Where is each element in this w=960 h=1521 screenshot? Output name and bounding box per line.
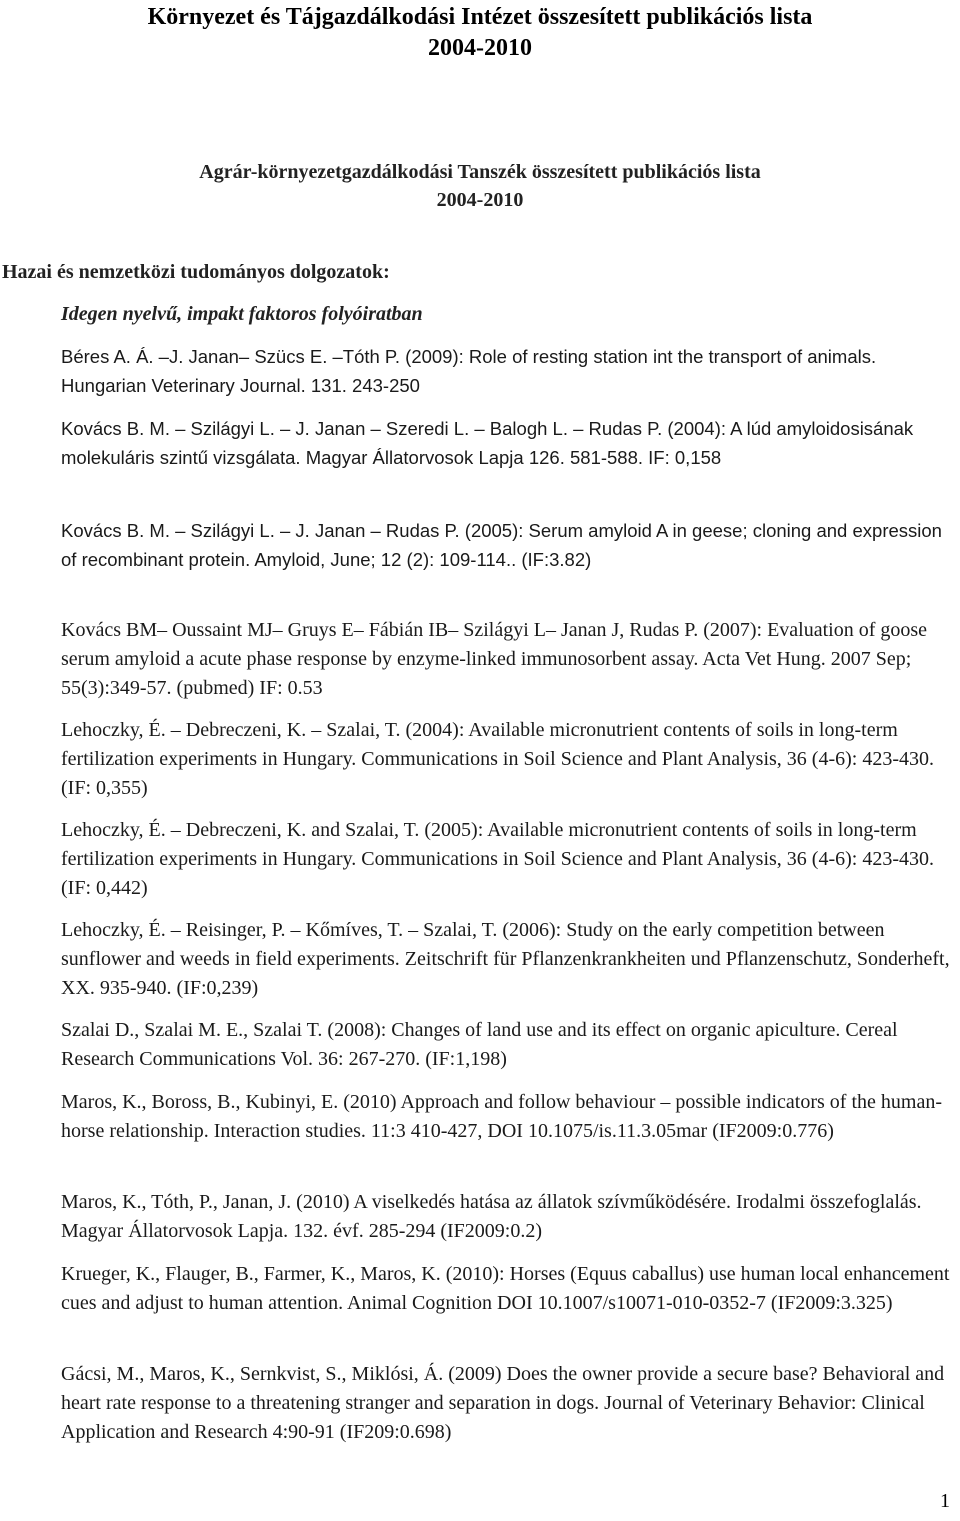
publication-entry: Kovács B. M. – Szilágyi L. – J. Janan – Rudas P. (2005): Serum amyloid A in geese; cloning and expression of recombinant protein. Amyloid, June; 12 (2): 109-114.. (IF:3.82) [61,520,942,570]
publication-entry: Kovács BM– Oussaint MJ– Gruys E– Fábián IB– Szilágyi L– Janan J, Rudas P. (2007): Evaluation of goose serum amyloid a acute phase response by enzyme-linked immunosorbent assay. Acta Vet Hung. 2007 Sep; 55(3):349-57. (pubmed) IF: 0.53 [61,619,928,699]
document-title: Környezet és Tájgazdálkodási Intézet összesített publikációs lista [147,4,813,30]
publication-entry: Gácsi, M., Maros, K., Sernkvist, S., Miklósi, Á. (2009) Does the owner provide a secure base? Behavioral and heart rate response to a threatening stranger and separation in dogs. Journal of Veterinary Behavior: Clinical Application and Research 4:90-91 (IF209:0.698) [61,1363,945,1443]
publication-entry: Lehoczky, É. – Reisinger, P. – Kőmíves, T. – Szalai, T. (2006): Study on the early competition between sunflower and weeds in field experiments. Zeitschrift für Pflanzenkrankheiten und Pflanzenschutz, Sonderheft, XX. 935-940. (IF:0,239) [61,919,950,999]
section-heading: Hazai és nemzetközi tudományos dolgozatok: [2,261,390,283]
publication-entry: Krueger, K., Flauger, B., Farmer, K., Maros, K. (2010): Horses (Equus caballus) use human local enhancement cues and adjust to human attention. Animal Cognition DOI 10.1007/s10071-010-0352-7 (IF2009:3.325) [61,1263,950,1314]
department-title-years: 2004-2010 [436,189,524,211]
page-number: 1 [940,1490,950,1512]
document-title-years: 2004-2010 [428,35,532,61]
publication-entry: Béres A. Á. –J. Janan– Szücs E. –Tóth P. (2009): Role of resting station int the transport of animals. Hungarian Veterinary Journal. 131. 243-250 [61,346,877,396]
publication-entry: Lehoczky, É. – Debreczeni, K. and Szalai, T. (2005): Available micronutrient contents of soils in long-term fertilization experiments in Hungary. Communications in Soil Science and Plant Analysis, 36 (4-6): 423-430. (IF: 0,442) [61,819,934,899]
publication-entry: Lehoczky, É. – Debreczeni, K. – Szalai, T. (2004): Available micronutrient contents of soils in long-term fertilization experiments in Hungary. Communications in Soil Science and Plant Analysis, 36 (4-6): 423-430. (IF: 0,355) [61,719,934,799]
publication-entry: Maros, K., Tóth, P., Janan, J. (2010) A viselkedés hatása az állatok szívműködésére. Irodalmi összefoglalás. Magyar Állatorvosok Lapja. 132. évf. 285-294 (IF2009:0.2) [61,1191,922,1242]
department-title: Agrár-környezetgazdálkodási Tanszék összesített publikációs lista [199,161,761,183]
publication-entry: Szalai D., Szalai M. E., Szalai T. (2008): Changes of land use and its effect on organic apiculture. Cereal Research Communications Vol. 36: 267-270. (IF:1,198) [61,1019,898,1070]
publication-entry: Maros, K., Boross, B., Kubinyi, E. (2010) Approach and follow behaviour – possible indicators of the human- horse relationship. Interaction studies. 11:3 410-427, DOI 10.1075/is.11.3.05mar (IF2009:0.776) [61,1091,942,1142]
publication-entry: Kovács B. M. – Szilágyi L. – J. Janan – Szeredi L. – Balogh L. – Rudas P. (2004): A lúd amyloidosisának molekuláris szintű vizsgálata. Magyar Állatorvosok Lapja 126. 581-588. IF: 0,158 [61,418,914,468]
section-subheading: Idegen nyelvű, impakt faktoros folyóiratban [61,303,423,325]
